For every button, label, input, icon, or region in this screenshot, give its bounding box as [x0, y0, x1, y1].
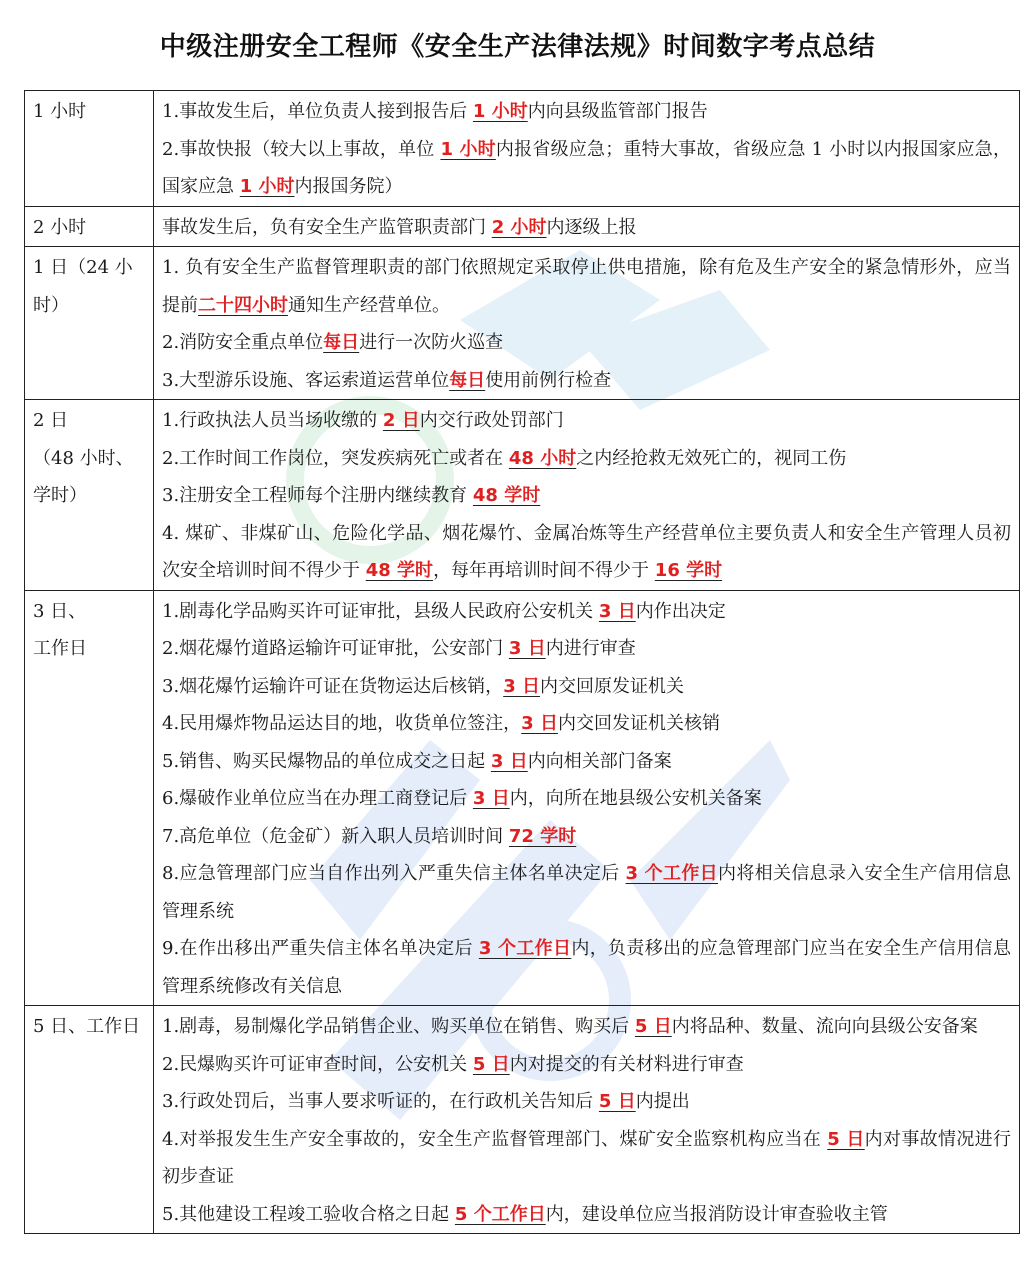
item-text: 内，建设单位应当报消防设计审查验收主管 — [545, 1203, 888, 1225]
highlighted-time-value: 1 小时 — [440, 138, 496, 160]
table-row — [25, 590, 1020, 1006]
list-item — [162, 1121, 1011, 1196]
item-text: 4. 煤矿、非煤矿山、危险化学品、烟花爆竹、金属冶炼等生产经营单位主要负责人和安全生产管理人员初次安全培训时间不得少于 — [162, 522, 1011, 581]
highlighted-time-value: 3 日 — [521, 713, 558, 734]
list-item — [162, 402, 1011, 440]
list-item — [162, 593, 1011, 631]
row-label: 2 日 （48 小时、学时） — [25, 400, 154, 591]
item-text: 4.对举报发生生产安全事故的，安全生产监督管理部门、煤矿安全监察机构应当在 — [162, 1128, 828, 1150]
item-text: 内交回发证机关核销 — [557, 713, 720, 734]
item-text: 内，向所在地县级公安机关备案 — [509, 788, 762, 809]
highlighted-time-value: 每日 — [323, 332, 360, 353]
item-text: 内进行审查 — [545, 638, 636, 659]
row-label: 2 小时 — [25, 206, 154, 247]
item-text: 1.事故发生后，单位负责人接到报告后 — [162, 101, 473, 122]
table-row — [25, 206, 1020, 247]
list-item — [162, 780, 1011, 818]
list-item — [162, 477, 1011, 515]
highlighted-time-value: 3 个工作日 — [478, 938, 572, 959]
list-item — [162, 855, 1011, 930]
item-text: 之内经抢救无效死亡的，视同工伤 — [576, 447, 847, 469]
item-text: 内对事故情况进行初步查证 — [162, 1128, 1011, 1187]
highlighted-time-value: 3 日 — [490, 750, 528, 772]
item-text: 内报国务院） — [294, 176, 403, 197]
item-text: 内向相关部门备案 — [527, 750, 672, 772]
row-label: 5 日、工作日 — [25, 1006, 154, 1234]
list-item — [162, 818, 1011, 856]
highlighted-time-value: 3 日 — [472, 788, 510, 809]
item-text: 7.高危单位（危金矿）新入职人员培训时间 — [162, 825, 509, 847]
row-label: 3 日、 工作日 — [25, 590, 154, 1006]
item-text: 内对提交的有关材料进行审查 — [509, 1053, 744, 1075]
table-row — [25, 247, 1020, 400]
item-text: 2.烟花爆竹道路运输许可证审批，公安部门 — [162, 638, 509, 659]
list-item — [162, 1196, 1011, 1234]
list-item — [162, 440, 1011, 478]
item-text: 3.注册安全工程师每个注册内继续教育 — [162, 485, 473, 506]
item-text: 4.民用爆炸物品运达目的地，收货单位签注， — [162, 713, 522, 734]
list-item — [162, 743, 1011, 781]
item-text: 3.烟花爆竹运输许可证在货物运达后核销， — [162, 675, 504, 697]
list-item — [162, 515, 1011, 590]
item-text: 2.工作时间工作岗位，突发疾病死亡或者在 — [162, 447, 509, 469]
row-content — [154, 1006, 1020, 1234]
item-text: 内逐级上报 — [546, 216, 637, 238]
item-text: 内，负责移出的应急管理部门应当在安全生产信用信息管理系统修改有关信息 — [162, 938, 1012, 997]
highlighted-time-value: 每日 — [449, 369, 486, 391]
item-text: 事故发生后，负有安全生产监管职责部门 — [162, 216, 492, 238]
highlighted-time-value: 5 日 — [634, 1016, 672, 1037]
item-text: 内将品种、数量、流向向县级公安备案 — [671, 1016, 978, 1037]
time-number-table — [24, 90, 1020, 1234]
highlighted-time-value: 5 日 — [827, 1128, 865, 1150]
item-text: 3.大型游乐设施、客运索道运营单位 — [162, 369, 450, 391]
highlighted-time-value: 1 小时 — [239, 176, 295, 197]
item-text: 3.行政处罚后，当事人要求听证的，在行政机关告知后 — [162, 1091, 599, 1112]
row-content — [154, 91, 1020, 207]
row-content — [154, 590, 1020, 1006]
item-text: 内向县级监管部门报告 — [527, 101, 708, 122]
item-text: 9.在作出移出严重失信主体名单决定后 — [162, 938, 479, 959]
list-item — [162, 324, 1011, 362]
item-text: 通知生产经营单位。 — [288, 294, 450, 316]
item-text: 1.剧毒化学品购买许可证审批，县级人民政府公安机关 — [162, 600, 599, 622]
item-text: 2.事故快报（较大以上事故，单位 — [162, 138, 441, 160]
item-text: 内交回原发证机关 — [539, 675, 684, 697]
highlighted-time-value: 5 日 — [472, 1053, 510, 1075]
item-text: ，每年再培训时间不得少于 — [433, 560, 655, 581]
list-item — [162, 249, 1011, 324]
item-text: 进行一次防火巡查 — [359, 332, 504, 353]
list-item — [162, 930, 1011, 1005]
item-text: 1. 负有安全生产监督管理职责的部门依照规定采取停止供电措施，除有危及生产安全的紧急情形外，应当提前 — [162, 257, 1011, 316]
list-item — [162, 1046, 1011, 1084]
highlighted-time-value: 3 日 — [598, 600, 636, 622]
item-text: 2.消防安全重点单位 — [162, 332, 324, 353]
item-text: 1.剧毒，易制爆化学品销售企业、购买单位在销售、购买后 — [162, 1016, 635, 1037]
item-text: 内将相关信息录入安全生产信用信息管理系统 — [162, 863, 1012, 922]
list-item — [162, 362, 1011, 400]
list-item — [162, 1008, 1011, 1046]
highlighted-time-value: 3 日 — [503, 675, 540, 697]
highlighted-time-value: 3 日 — [508, 638, 546, 659]
item-text: 5.销售、购买民爆物品的单位成交之日起 — [162, 750, 491, 772]
highlighted-time-value: 48 学时 — [472, 485, 541, 506]
row-content — [154, 247, 1020, 400]
list-item — [162, 668, 1011, 706]
item-text: 1.行政执法人员当场收缴的 — [162, 410, 383, 431]
highlighted-time-value: 2 小时 — [491, 216, 547, 238]
item-text: 内作出决定 — [635, 600, 726, 622]
highlighted-time-value: 二十四小时 — [198, 294, 288, 316]
item-text: 2.民爆购买许可证审查时间，公安机关 — [162, 1053, 473, 1075]
item-text: 8.应急管理部门应当自作出列入严重失信主体名单决定后 — [162, 863, 626, 884]
list-item — [162, 705, 1011, 743]
document-title: 中级注册安全工程师《安全生产法律法规》时间数字考点总结 — [159, 32, 876, 62]
row-label: 1 小时 — [25, 91, 154, 207]
highlighted-time-value: 1 小时 — [472, 101, 528, 122]
list-item — [162, 93, 1011, 131]
list-item — [162, 131, 1011, 206]
table-row — [25, 1006, 1020, 1234]
highlighted-time-value: 48 学时 — [365, 560, 434, 581]
highlighted-time-value: 48 小时 — [508, 447, 577, 469]
item-text: 5.其他建设工程竣工验收合格之日起 — [162, 1203, 455, 1225]
list-item — [162, 1083, 1011, 1121]
highlighted-time-value: 16 学时 — [654, 560, 723, 581]
row-content — [154, 400, 1020, 591]
item-text: 6.爆破作业单位应当在办理工商登记后 — [162, 788, 473, 809]
highlighted-time-value: 5 日 — [598, 1091, 636, 1112]
table-row — [25, 400, 1020, 591]
item-text: 内提出 — [635, 1091, 690, 1112]
item-text: 内报省级应急；重特大事故，省级应急 1 小时以内报国家应急， 国家应急 — [162, 138, 1011, 197]
highlighted-time-value: 3 个工作日 — [625, 863, 719, 884]
highlighted-time-value: 5 个工作日 — [454, 1203, 546, 1225]
highlighted-time-value: 2 日 — [382, 410, 420, 431]
list-item — [162, 630, 1011, 668]
item-text: 使用前例行检查 — [485, 369, 612, 391]
item-text: 内交行政处罚部门 — [419, 410, 564, 431]
row-content — [154, 206, 1020, 247]
row-label: 1 日（24 小时） — [25, 247, 154, 400]
list-item — [162, 209, 1011, 247]
highlighted-time-value: 72 学时 — [508, 825, 577, 847]
table-row — [25, 91, 1020, 207]
